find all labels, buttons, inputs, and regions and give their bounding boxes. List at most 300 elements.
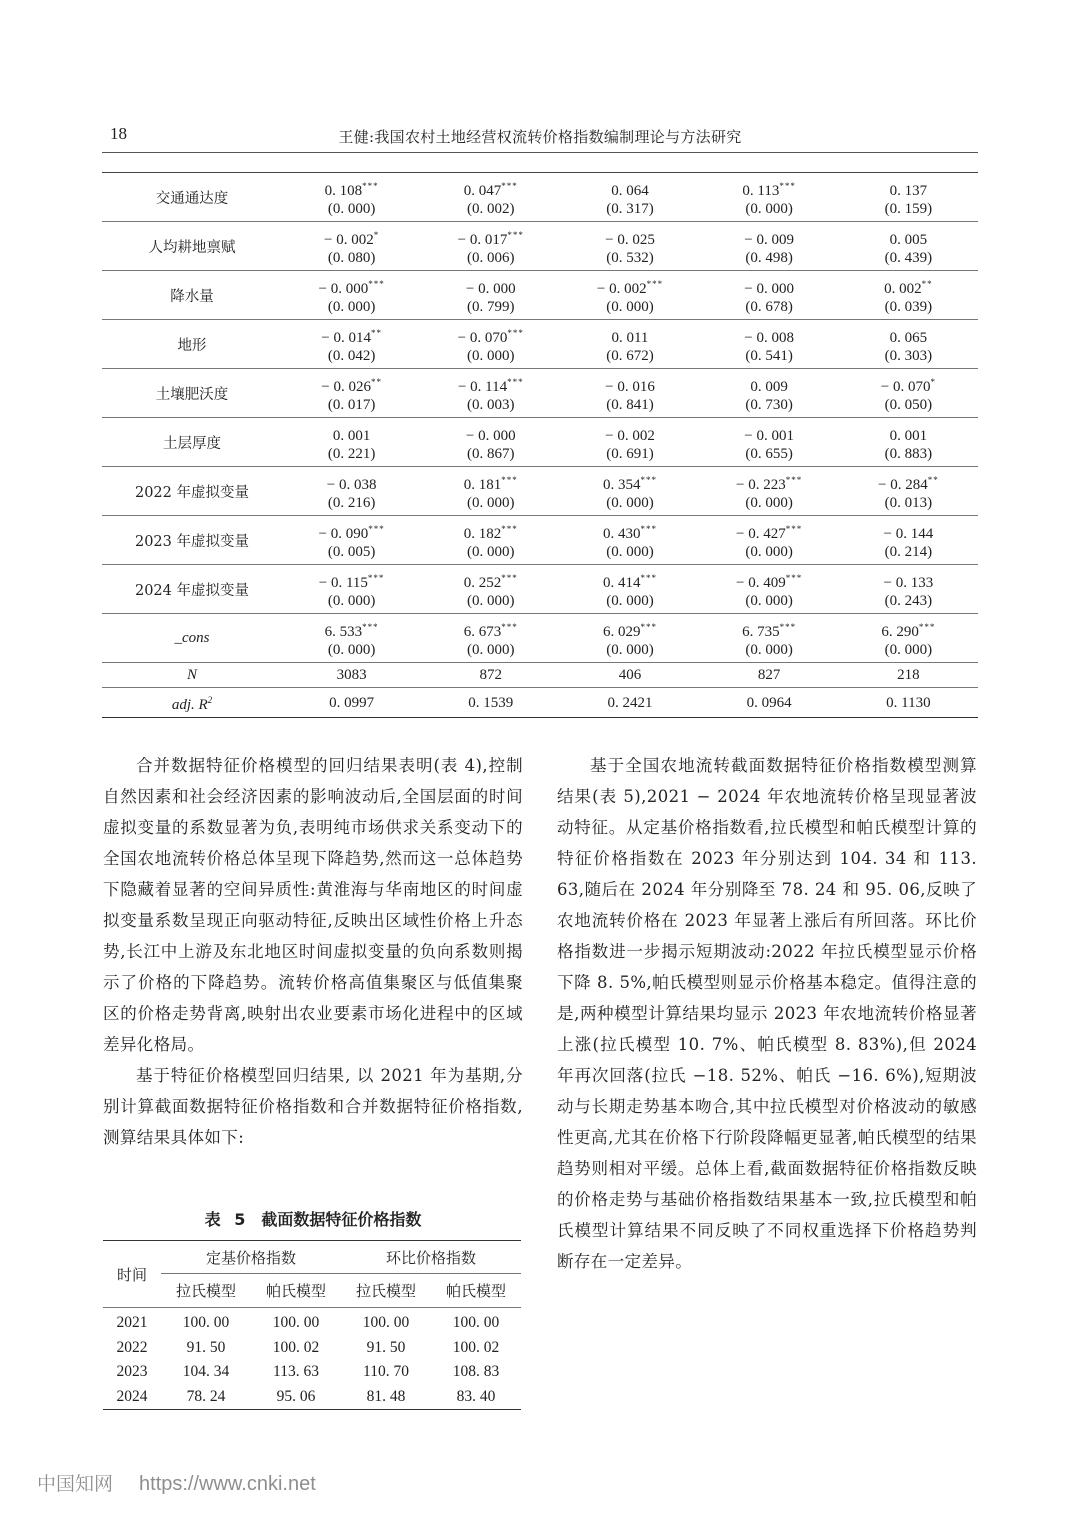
coef-cell: [421, 418, 560, 467]
coef-cell: [282, 614, 421, 663]
n-value: 872: [421, 663, 560, 688]
coef-cell: [560, 173, 699, 222]
significance-stars: *: [373, 230, 380, 240]
coefficient-value: − 0. 008: [744, 330, 795, 346]
p-value: (0. 243): [884, 593, 933, 609]
significance-stars: ***: [640, 475, 657, 485]
coefficient-value: − 0. 038: [326, 477, 377, 493]
coefficient-value: 0. 137: [889, 183, 928, 199]
coefficient-value: 0. 108: [324, 183, 363, 199]
coefficient-value: 0. 414: [602, 575, 641, 591]
coefficient: [421, 418, 560, 442]
coefficient-value: − 0. 114: [457, 379, 508, 395]
coef-cell: [839, 369, 978, 418]
row-label: _cons: [102, 614, 282, 663]
index-value: 83. 40: [456, 1387, 496, 1405]
coefficient: [700, 271, 839, 295]
p-value: (0. 000): [745, 201, 793, 217]
coefficient: [700, 565, 839, 589]
coefficient: [282, 467, 421, 491]
index-value: 100. 02: [272, 1338, 320, 1356]
significance-stars: ***: [368, 524, 385, 534]
p-value: (0. 799): [467, 299, 515, 315]
p-value: (0. 000): [606, 593, 654, 609]
coef-cell: [282, 418, 421, 467]
coefficient-value: − 0. 026: [321, 379, 371, 395]
p-value: (0. 000): [467, 495, 515, 511]
p-value: (0. 867): [467, 446, 515, 462]
coef-cell: [700, 614, 839, 663]
coefficient: [560, 320, 699, 344]
row-label: 地形: [102, 320, 282, 369]
r2-value: 0. 1539: [468, 694, 514, 711]
row-label: N: [102, 663, 282, 688]
table5: [103, 1240, 521, 1410]
index-value: 108. 83: [452, 1363, 500, 1381]
coefficient-value: − 0. 009: [744, 232, 795, 248]
coefficient: [700, 222, 839, 246]
coefficient-value: − 0. 000: [465, 281, 516, 297]
p-value: (0. 000): [606, 495, 654, 511]
coef-cell: [421, 614, 560, 663]
index-value: 104. 34: [182, 1363, 230, 1381]
n-row: [102, 663, 978, 688]
coefficient-value: 6. 533: [324, 624, 363, 640]
year-cell: 2024: [116, 1387, 148, 1405]
coef-cell: [421, 516, 560, 565]
table5-caption: 表 5 截面数据特征价格指数: [204, 1210, 422, 1229]
table5-row: [103, 1360, 521, 1385]
coefficient-value: − 0. 090: [318, 526, 369, 542]
coefficient: [421, 222, 560, 246]
significance-stars: ***: [918, 622, 936, 632]
coefficient-value: − 0. 409: [736, 575, 786, 591]
coefficient-value: 6. 735: [742, 624, 780, 640]
p-value: (0. 214): [884, 544, 933, 560]
significance-stars: ***: [640, 622, 657, 632]
p-value: (0. 042): [327, 348, 376, 364]
significance-stars: ***: [640, 524, 657, 534]
coefficient-value: − 0. 070: [880, 379, 931, 395]
coefficient: [421, 614, 560, 638]
coefficient-value: 0. 181: [463, 477, 502, 493]
coefficient-value: − 0. 016: [605, 379, 655, 395]
coefficient-value: 6. 673: [463, 624, 502, 640]
table-row: [102, 516, 978, 565]
coefficient: [282, 418, 421, 442]
row-label: 2023 年虚拟变量: [102, 516, 282, 565]
row-label: 2022 年虚拟变量: [102, 467, 282, 516]
coef-cell: [839, 565, 978, 614]
index-value: 110. 70: [363, 1363, 409, 1381]
row-label: 人均耕地禀赋: [102, 222, 282, 271]
r2-label-text: adj. R: [171, 697, 208, 713]
significance-stars: **: [370, 377, 382, 387]
table5-row: [103, 1385, 521, 1410]
significance-stars: ***: [779, 622, 797, 632]
significance-stars: ***: [785, 573, 803, 583]
coefficient-value: − 0. 133: [883, 575, 934, 591]
coefficient: [839, 222, 978, 246]
table5-body: [103, 1308, 521, 1410]
p-value: (0. 691): [606, 446, 654, 462]
coefficient: [839, 271, 978, 295]
p-value: (0. 000): [606, 299, 654, 315]
p-value: (0. 003): [467, 397, 515, 413]
p-value: (0. 439): [884, 250, 933, 266]
page-number: 18: [110, 124, 127, 143]
paragraph: 基于全国农地流转截面数据特征价格指数模型测算结果(表 5),2021 − 2024 年农地流转价格呈现显著波动特征。从定基价格指数看,拉氏模型和帕氏模型计算的特征价格指数在 2023 年分别达到 104. 34 和 113. 63,随后在 2024 年分别降至 78. 24 和 95. 06,反映了农地流转价格在 2023 年显著上涨后有所回落。环比价格指数进一步揭示短期波动:2022 年拉氏模型显示价格下降 8. 5%,帕氏模型则显示价格基本稳定。值得注意的是,两种模型计算结果均显示 2023 年农地流转价格显著上涨(拉氏模型 10. 7%、帕氏模型 8. 83%),但 2024 年再次回落(拉氏 −18. 52%、帕氏 −16. 6%),短期波动与长期走势基本吻合,其中拉氏模型对价格波动的敏感性更高,尤其在价格下行阶段降幅更显著,帕氏模型的结果趋势则相对平缓。总体上看,截面数据特征价格指数反映的价格走势与基础价格指数结果基本一致,拉氏模型和帕氏模型计算结果不同反映了不同权重选择下价格趋势判断存在一定差异。: [557, 756, 977, 1271]
row-label: 交通通达度: [102, 173, 282, 222]
p-value: (0. 159): [884, 201, 933, 217]
index-value: 78. 24: [186, 1387, 226, 1405]
coef-cell: [700, 369, 839, 418]
coefficient-value: − 0. 002: [605, 428, 655, 444]
p-value: (0. 039): [884, 299, 933, 315]
p-value: (0. 000): [745, 593, 793, 609]
index-value: 95. 06: [276, 1387, 316, 1405]
significance-stars: ***: [640, 573, 657, 583]
coef-cell: [421, 222, 560, 271]
coefficient: [700, 369, 839, 393]
table-row: [102, 369, 978, 418]
p-value: (0. 678): [745, 299, 793, 315]
index-value: 91. 50: [366, 1338, 406, 1356]
coef-cell: [700, 467, 839, 516]
coefficient-value: − 0. 002: [596, 281, 647, 297]
table-row: [102, 222, 978, 271]
significance-stars: ***: [507, 328, 524, 338]
coefficient: [700, 614, 839, 638]
coefficient-value: − 0. 144: [883, 526, 934, 542]
coefficient-value: − 0. 014: [321, 330, 371, 346]
n-value: 218: [839, 663, 978, 688]
coefficient-value: − 0. 427: [736, 526, 786, 542]
coefficient: [700, 320, 839, 344]
coef-cell: [282, 369, 421, 418]
coef-cell: [700, 418, 839, 467]
coefficient-value: − 0. 070: [457, 330, 508, 346]
coefficient: [839, 320, 978, 344]
coefficient: [839, 467, 978, 491]
p-value: (0. 655): [745, 446, 793, 462]
significance-stars: ***: [779, 181, 796, 191]
coefficient: [560, 173, 699, 197]
coefficient: [839, 565, 978, 589]
group-header: 环比价格指数: [385, 1248, 476, 1267]
coefficient: [421, 320, 560, 344]
coef-cell: [282, 173, 421, 222]
p-value: (0. 672): [606, 348, 654, 364]
left-column: [103, 750, 523, 1153]
coefficient-value: 6. 290: [881, 624, 919, 640]
table-row: [102, 418, 978, 467]
coef-cell: [421, 271, 560, 320]
coefficient: [421, 271, 560, 295]
row-label: 降水量: [102, 271, 282, 320]
regression-table: [102, 172, 978, 718]
paragraph: 合并数据特征价格模型的回归结果表明(表 4),控制自然因素和社会经济因素的影响波动后,全国层面的时间虚拟变量的系数显著为负,表明纯市场供求关系变动下的全国农地流转价格总体呈现下降趋势,然而这一总体趋势下隐藏着显著的空间异质性:黄淮海与华南地区的时间虚拟变量系数呈现正向驱动特征,反映出区域性价格上升态势,长江中上游及东北地区时间虚拟变量的负向系数则揭示了价格的下降趋势。流转价格高值集聚区与低值集聚区的价格走势背离,映射出农业要素市场化进程中的区域差异化格局。: [103, 756, 523, 1054]
n-value: 406: [560, 663, 699, 688]
coef-cell: [421, 369, 560, 418]
r2-row: [102, 688, 978, 718]
p-value: (0. 000): [745, 544, 793, 560]
p-value: (0. 000): [884, 642, 933, 658]
coefficient-value: − 0. 000: [465, 428, 516, 444]
coefficient: [282, 565, 421, 589]
significance-stars: ***: [501, 475, 518, 485]
coefficient: [282, 614, 421, 638]
right-column: [557, 750, 977, 1277]
watermark-url[interactable]: https://www.cnki.net: [139, 1473, 316, 1495]
coef-cell: [700, 222, 839, 271]
watermark: [37, 1469, 316, 1496]
p-value: (0. 730): [745, 397, 793, 413]
significance-stars: *: [930, 377, 936, 387]
coef-cell: [839, 614, 978, 663]
p-value: (0. 080): [327, 250, 376, 266]
table-row: [102, 614, 978, 663]
p-value: (0. 000): [467, 348, 515, 364]
coefficient: [700, 467, 839, 491]
coefficient: [282, 173, 421, 197]
regression-table-body: [102, 173, 978, 718]
coefficient-value: − 0. 115: [318, 575, 368, 591]
year-cell: 2022: [116, 1338, 148, 1356]
coef-cell: [700, 516, 839, 565]
coef-cell: [560, 271, 699, 320]
coefficient-value: 0. 011: [611, 330, 649, 346]
coefficient: [560, 222, 699, 246]
coefficient-value: 0. 002: [884, 281, 922, 297]
r2-value: 0. 2421: [607, 694, 653, 711]
coefficient-value: 0. 113: [742, 183, 780, 199]
coefficient: [839, 173, 978, 197]
coef-cell: [560, 614, 699, 663]
coef-cell: [421, 565, 560, 614]
coefficient: [282, 516, 421, 540]
coefficient: [282, 320, 421, 344]
significance-stars: ***: [362, 181, 379, 191]
significance-stars: ***: [501, 622, 518, 632]
coef-cell: [700, 271, 839, 320]
coefficient-value: 6. 029: [602, 624, 641, 640]
coefficient: [421, 467, 560, 491]
paragraph: 基于特征价格模型回归结果, 以 2021 年为基期,分别计算截面数据特征价格指数和合并数据特征价格指数,测算结果具体如下:: [103, 1066, 523, 1147]
index-value: 100. 00: [182, 1314, 230, 1332]
coefficient: [421, 565, 560, 589]
significance-stars: ***: [367, 573, 385, 583]
coefficient-value: 0. 252: [463, 575, 502, 591]
significance-stars: ***: [785, 475, 803, 485]
coef-cell: [839, 418, 978, 467]
coef-cell: [282, 222, 421, 271]
p-value: (0. 013): [884, 495, 933, 511]
p-value: (0. 883): [884, 446, 933, 462]
coefficient-value: 0. 009: [750, 379, 788, 395]
significance-stars: ***: [507, 230, 524, 240]
r2-superscript: 2: [207, 695, 213, 705]
coefficient-value: − 0. 002: [323, 232, 374, 248]
index-value: 100. 00: [272, 1314, 320, 1332]
coefficient-value: − 0. 223: [736, 477, 786, 493]
coef-cell: [839, 516, 978, 565]
coefficient: [700, 418, 839, 442]
coef-cell: [421, 467, 560, 516]
coefficient: [839, 369, 978, 393]
p-value: (0. 000): [327, 201, 376, 217]
coef-cell: [560, 467, 699, 516]
p-value: (0. 532): [606, 250, 654, 266]
p-value: (0. 303): [884, 348, 933, 364]
coef-cell: [560, 222, 699, 271]
p-value: (0. 000): [467, 593, 515, 609]
coefficient: [560, 271, 699, 295]
coefficient: [282, 271, 421, 295]
row-label: 2024 年虚拟变量: [102, 565, 282, 614]
coef-cell: [282, 320, 421, 369]
coefficient-value: 0. 005: [889, 232, 928, 248]
coef-cell: [282, 467, 421, 516]
index-value: 100. 00: [452, 1314, 500, 1332]
sub-header: 拉氏模型: [341, 1274, 431, 1308]
coefficient-value: 0. 001: [332, 428, 371, 444]
coefficient: [839, 614, 978, 638]
n-value: 3083: [282, 663, 421, 688]
coef-cell: [839, 467, 978, 516]
significance-stars: ***: [362, 622, 379, 632]
group-header: 定基价格指数: [205, 1248, 296, 1267]
coefficient: [700, 516, 839, 540]
significance-stars: **: [921, 279, 933, 289]
coef-cell: [421, 173, 560, 222]
table-row: [102, 173, 978, 222]
coefficient: [560, 565, 699, 589]
running-title: 王健:我国农村土地经营权流转价格指数编制理论与方法研究: [338, 128, 742, 146]
coefficient-value: 0. 065: [889, 330, 928, 346]
coefficient-value: − 0. 001: [744, 428, 795, 444]
coefficient-value: − 0. 017: [457, 232, 508, 248]
header-rule: [102, 152, 978, 153]
coefficient-value: 0. 430: [602, 526, 641, 542]
table-row: [102, 565, 978, 614]
p-value: (0. 000): [327, 299, 376, 315]
p-value: (0. 006): [467, 250, 515, 266]
index-value: 100. 00: [362, 1314, 410, 1332]
coefficient-value: − 0. 000: [318, 281, 369, 297]
time-header: 时间: [103, 1241, 161, 1308]
coefficient-value: − 0. 000: [744, 281, 795, 297]
index-value: 100. 02: [452, 1338, 500, 1356]
table5-row: [103, 1308, 521, 1336]
significance-stars: ***: [646, 279, 664, 289]
significance-stars: ***: [501, 573, 518, 583]
table-row: [102, 271, 978, 320]
p-value: (0. 841): [606, 397, 654, 413]
coef-cell: [560, 516, 699, 565]
coefficient-value: 0. 001: [889, 428, 928, 444]
table-row: [102, 467, 978, 516]
index-value: 113. 63: [273, 1363, 319, 1381]
coefficient: [282, 369, 421, 393]
coefficient: [282, 222, 421, 246]
coefficient: [560, 516, 699, 540]
coefficient-value: 0. 064: [611, 183, 649, 199]
p-value: (0. 000): [606, 642, 654, 658]
n-value: 827: [700, 663, 839, 688]
coef-cell: [560, 320, 699, 369]
year-cell: 2023: [116, 1363, 148, 1381]
r2-value: 0. 1130: [886, 694, 931, 711]
coef-cell: [700, 565, 839, 614]
p-value: (0. 000): [467, 544, 515, 560]
index-value: 81. 48: [366, 1387, 406, 1405]
coef-cell: [282, 516, 421, 565]
coef-cell: [839, 271, 978, 320]
p-value: (0. 317): [606, 201, 654, 217]
coef-cell: [282, 271, 421, 320]
coef-cell: [700, 173, 839, 222]
sub-header: 帕氏模型: [431, 1274, 521, 1308]
coefficient: [560, 369, 699, 393]
index-value: 91. 50: [186, 1338, 226, 1356]
sub-header: 拉氏模型: [161, 1274, 251, 1308]
r2-value: 0. 0964: [746, 694, 792, 711]
p-value: (0. 000): [745, 495, 793, 511]
coefficient: [839, 516, 978, 540]
coefficient: [700, 173, 839, 197]
coef-cell: [839, 320, 978, 369]
p-value: (0. 221): [327, 446, 376, 462]
significance-stars: ***: [501, 181, 518, 191]
table-row: [102, 320, 978, 369]
p-value: (0. 216): [327, 495, 376, 511]
p-value: (0. 050): [884, 397, 933, 413]
p-value: (0. 000): [327, 593, 376, 609]
coefficient-value: − 0. 025: [605, 232, 655, 248]
p-value: (0. 002): [467, 201, 515, 217]
significance-stars: ***: [368, 279, 385, 289]
p-value: (0. 000): [327, 642, 376, 658]
coef-cell: [560, 565, 699, 614]
coef-cell: [282, 565, 421, 614]
p-value: (0. 498): [745, 250, 793, 266]
watermark-brand: 中国知网: [37, 1473, 114, 1495]
coefficient-value: 0. 047: [463, 183, 502, 199]
year-cell: 2021: [116, 1314, 148, 1332]
significance-stars: **: [927, 475, 939, 485]
row-label: 土壤肥沃度: [102, 369, 282, 418]
r2-value: 0. 0997: [329, 694, 375, 711]
significance-stars: **: [370, 328, 382, 338]
sub-header: 帕氏模型: [251, 1274, 341, 1308]
p-value: (0. 000): [745, 642, 793, 658]
coefficient-value: 0. 354: [602, 477, 641, 493]
coefficient: [421, 369, 560, 393]
significance-stars: ***: [507, 377, 524, 387]
coefficient: [560, 614, 699, 638]
coef-cell: [421, 320, 560, 369]
coefficient: [560, 467, 699, 491]
significance-stars: ***: [501, 524, 518, 534]
significance-stars: ***: [785, 524, 803, 534]
row-label: [102, 688, 282, 718]
p-value: (0. 005): [327, 544, 376, 560]
coefficient: [839, 418, 978, 442]
coefficient-value: 0. 182: [463, 526, 502, 542]
p-value: (0. 541): [745, 348, 793, 364]
coef-cell: [560, 369, 699, 418]
